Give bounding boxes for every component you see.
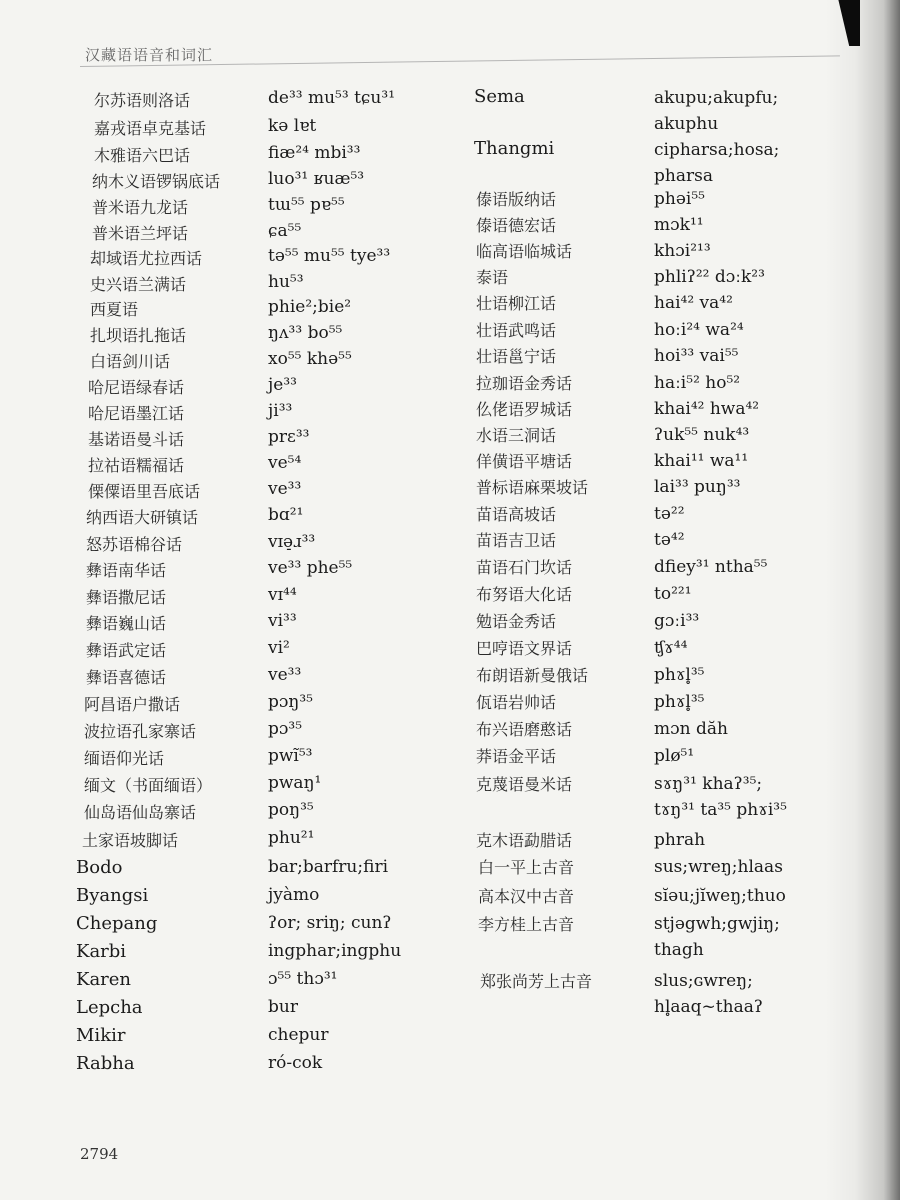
word-form: luo³¹ ʁuæ⁵³ xyxy=(268,169,365,189)
running-header: 汉藏语语音和词汇 xyxy=(85,46,214,64)
language-name: 傣语版纳话 xyxy=(476,190,557,209)
language-name: Chepang xyxy=(76,913,158,934)
word-form: phɤl̥³⁵ xyxy=(654,692,705,712)
language-name: Byangsi xyxy=(76,885,149,906)
language-name: Lepcha xyxy=(76,997,143,1018)
language-name: 傣语德宏话 xyxy=(476,216,557,235)
word-form: phie²;bie² xyxy=(268,297,352,317)
language-name: 却域语尤拉西话 xyxy=(90,249,203,268)
language-name: Sema xyxy=(474,86,525,107)
word-form: phɤl̥³⁵ xyxy=(654,665,705,685)
word-form: hoi³³ vai⁵⁵ xyxy=(654,346,739,366)
word-form: ɕa⁵⁵ xyxy=(268,221,302,241)
language-name: 怒苏语棉谷话 xyxy=(86,535,183,554)
word-form: ɔ⁵⁵ thɔ³¹ xyxy=(268,969,338,989)
language-name: 白语剑川话 xyxy=(90,352,171,371)
language-name: 哈尼语绿春话 xyxy=(88,378,185,397)
language-name: 阿昌语户撒话 xyxy=(84,695,181,714)
language-name: 苗语吉卫话 xyxy=(476,531,557,550)
word-form: pɔ³⁵ xyxy=(268,719,303,739)
word-form: je³³ xyxy=(268,375,297,395)
language-name: 拉珈语金秀话 xyxy=(476,374,573,393)
language-name: 彝语巍山话 xyxy=(86,614,167,633)
word-form-continued: thagh xyxy=(654,940,704,960)
language-name: 苗语高坡话 xyxy=(476,505,557,524)
word-form: lai³³ puŋ³³ xyxy=(654,477,741,497)
language-name: 壮语邕宁话 xyxy=(476,347,557,366)
language-name: 扎坝语扎拖话 xyxy=(90,326,187,345)
word-form: ve⁵⁴ xyxy=(268,453,302,473)
word-form: khai¹¹ wa¹¹ xyxy=(654,451,749,471)
word-form: ji³³ xyxy=(268,401,293,421)
word-form: bɑ²¹ xyxy=(268,505,304,525)
word-form: phəi⁵⁵ xyxy=(654,189,705,209)
word-form: haːi⁵² ho⁵² xyxy=(654,373,741,393)
word-form: phliʔ²² dɔːk²³ xyxy=(654,267,765,287)
page-number: 2794 xyxy=(80,1145,119,1163)
word-form: tɯ⁵⁵ pɐ⁵⁵ xyxy=(268,195,345,215)
language-name: 波拉语孔家寨话 xyxy=(84,722,197,741)
language-name: 巴哼语文界话 xyxy=(476,639,573,658)
language-name: Rabha xyxy=(76,1053,135,1074)
language-name: 哈尼语墨江话 xyxy=(88,404,185,423)
language-name: Thangmi xyxy=(474,138,555,159)
word-form: pwaŋ¹ xyxy=(268,773,322,793)
language-name: 布兴语磨憨话 xyxy=(476,720,573,739)
language-name: 李方桂上古音 xyxy=(478,915,575,934)
word-form: fiæ²⁴ mbi³³ xyxy=(268,143,361,163)
word-form: slus;ɢwreŋ; xyxy=(654,971,753,991)
language-name: 泰语 xyxy=(476,268,509,287)
language-name: 纳木义语锣锅底话 xyxy=(92,172,221,191)
word-form: vi³³ xyxy=(268,611,297,631)
word-form: mɔn dăh xyxy=(654,719,728,739)
page-spine-shadow xyxy=(825,0,900,1200)
word-form: khɔi²¹³ xyxy=(654,241,711,261)
language-name: 壮语武鸣话 xyxy=(476,321,557,340)
word-form: bar;barfru;firi xyxy=(268,857,389,877)
language-name: 拉祜语糯福话 xyxy=(88,456,185,475)
word-form-continued: hl̥aaq~thaaʔ xyxy=(654,997,763,1017)
word-form: ró-cok xyxy=(268,1053,323,1073)
word-form: prɛ³³ xyxy=(268,427,310,447)
language-name: 普标语麻栗坡话 xyxy=(476,478,589,497)
word-form: tə⁵⁵ mu⁵⁵ tye³³ xyxy=(268,246,391,266)
word-form: pɔŋ³⁵ xyxy=(268,692,313,712)
word-form: mɔk¹¹ xyxy=(654,215,704,235)
word-form: ʔuk⁵⁵ nuk⁴³ xyxy=(654,425,750,445)
language-name: 基诺语曼斗话 xyxy=(88,430,185,449)
language-name: 彝语喜德话 xyxy=(86,668,167,687)
word-form-continued: pharsa xyxy=(654,166,713,186)
word-form: dfiey³¹ ntha⁵⁵ xyxy=(654,557,768,577)
language-name: 土家语坡脚话 xyxy=(82,831,179,850)
language-name: 布努语大化话 xyxy=(476,585,573,604)
word-form: ʔor; sriŋ; cunʔ xyxy=(268,913,392,933)
language-name: 彝语武定话 xyxy=(86,641,167,660)
language-name: 白一平上古音 xyxy=(478,858,575,877)
word-form: phrah xyxy=(654,830,706,850)
language-name: 郑张尚芳上古音 xyxy=(480,972,593,991)
language-name: 西夏语 xyxy=(90,300,139,319)
word-form: akupu;akupfu; xyxy=(654,88,779,108)
word-form: hu⁵³ xyxy=(268,272,304,292)
word-form: cipharsa;hosa; xyxy=(654,140,780,160)
word-form-continued: tɤŋ³¹ ta³⁵ phɤi³⁵ xyxy=(654,800,787,820)
language-name: 高本汉中古音 xyxy=(478,887,575,906)
language-name: 仫佬语罗城话 xyxy=(476,400,573,419)
word-form: hai⁴² va⁴² xyxy=(654,293,733,313)
word-form: tə⁴² xyxy=(654,530,685,550)
word-form: vɪ⁴⁴ xyxy=(268,585,297,605)
language-name: 勉语金秀话 xyxy=(476,612,557,631)
language-name: Mikir xyxy=(76,1025,126,1046)
word-form: phu²¹ xyxy=(268,828,315,848)
language-name: 彝语南华话 xyxy=(86,561,167,580)
language-name: 尔苏语则洛话 xyxy=(94,91,191,110)
word-form: tə²² xyxy=(654,504,685,524)
word-form-continued: akuphu xyxy=(654,114,719,134)
word-form: jyàmo xyxy=(268,885,320,905)
word-form: bur xyxy=(268,997,298,1017)
word-form: stjəgwh;gwjiŋ; xyxy=(654,914,780,934)
word-form: chepur xyxy=(268,1025,329,1045)
word-form: ve³³ xyxy=(268,665,302,685)
word-form: vi² xyxy=(268,638,290,658)
word-form: sus;wreŋ;hlaas xyxy=(654,857,783,877)
word-form: plø⁵¹ xyxy=(654,746,695,766)
word-form: kə lɐt xyxy=(268,116,317,136)
language-name: 彝语撒尼话 xyxy=(86,588,167,607)
language-name: 克蔑语曼米话 xyxy=(476,775,573,794)
language-name: 莽语金平话 xyxy=(476,747,557,766)
word-form: ingphar;ingphu xyxy=(268,941,402,961)
language-name: Karen xyxy=(76,969,132,990)
language-name: 仙岛语仙岛寨话 xyxy=(84,803,197,822)
language-name: 傈僳语里吾底话 xyxy=(88,482,201,501)
language-name: 嘉戎语卓克基话 xyxy=(94,119,207,138)
word-form: sɤŋ³¹ khaʔ³⁵; xyxy=(654,774,763,794)
word-form: ŋʌ³³ bo⁵⁵ xyxy=(268,323,343,343)
language-name: 缅语仰光话 xyxy=(84,749,165,768)
language-name: 纳西语大研镇话 xyxy=(86,508,199,527)
word-form: sĭəu;jĭweŋ;thuo xyxy=(654,886,786,906)
word-form: ʧɤ⁴⁴ xyxy=(654,638,688,658)
language-name: 木雅语六巴话 xyxy=(94,146,191,165)
language-name: 普米语兰坪话 xyxy=(92,224,189,243)
word-form: pwĩ⁵³ xyxy=(268,746,313,766)
language-name: 克木语勐腊话 xyxy=(476,831,573,850)
language-name: 壮语柳江话 xyxy=(476,294,557,313)
word-form: ve³³ phe⁵⁵ xyxy=(268,558,353,578)
language-name: 普米语九龙话 xyxy=(92,198,189,217)
word-form: hoːi²⁴ wa²⁴ xyxy=(654,320,744,340)
language-name: Bodo xyxy=(76,857,123,878)
word-form: de³³ mu⁵³ tɕu³¹ xyxy=(268,88,396,108)
word-form: vɪə̠ɹ³³ xyxy=(268,532,316,552)
language-name: 史兴语兰满话 xyxy=(90,275,187,294)
word-form: to²²¹ xyxy=(654,584,692,604)
language-name: 佯僙语平塘话 xyxy=(476,452,573,471)
word-form: gɔːi³³ xyxy=(654,611,700,631)
language-name: 水语三洞话 xyxy=(476,426,557,445)
word-form: poŋ³⁵ xyxy=(268,800,314,820)
word-form: ve³³ xyxy=(268,479,302,499)
language-name: 缅文（书面缅语） xyxy=(84,776,213,795)
language-name: 苗语石门坎话 xyxy=(476,558,573,577)
language-name: 佤语岩帅话 xyxy=(476,693,557,712)
word-form: khai⁴² hwa⁴² xyxy=(654,399,760,419)
word-form: xo⁵⁵ khə⁵⁵ xyxy=(268,349,352,369)
language-name: 临高语临城话 xyxy=(476,242,573,261)
language-name: 布朗语新曼俄话 xyxy=(476,666,589,685)
language-name: Karbi xyxy=(76,941,127,962)
